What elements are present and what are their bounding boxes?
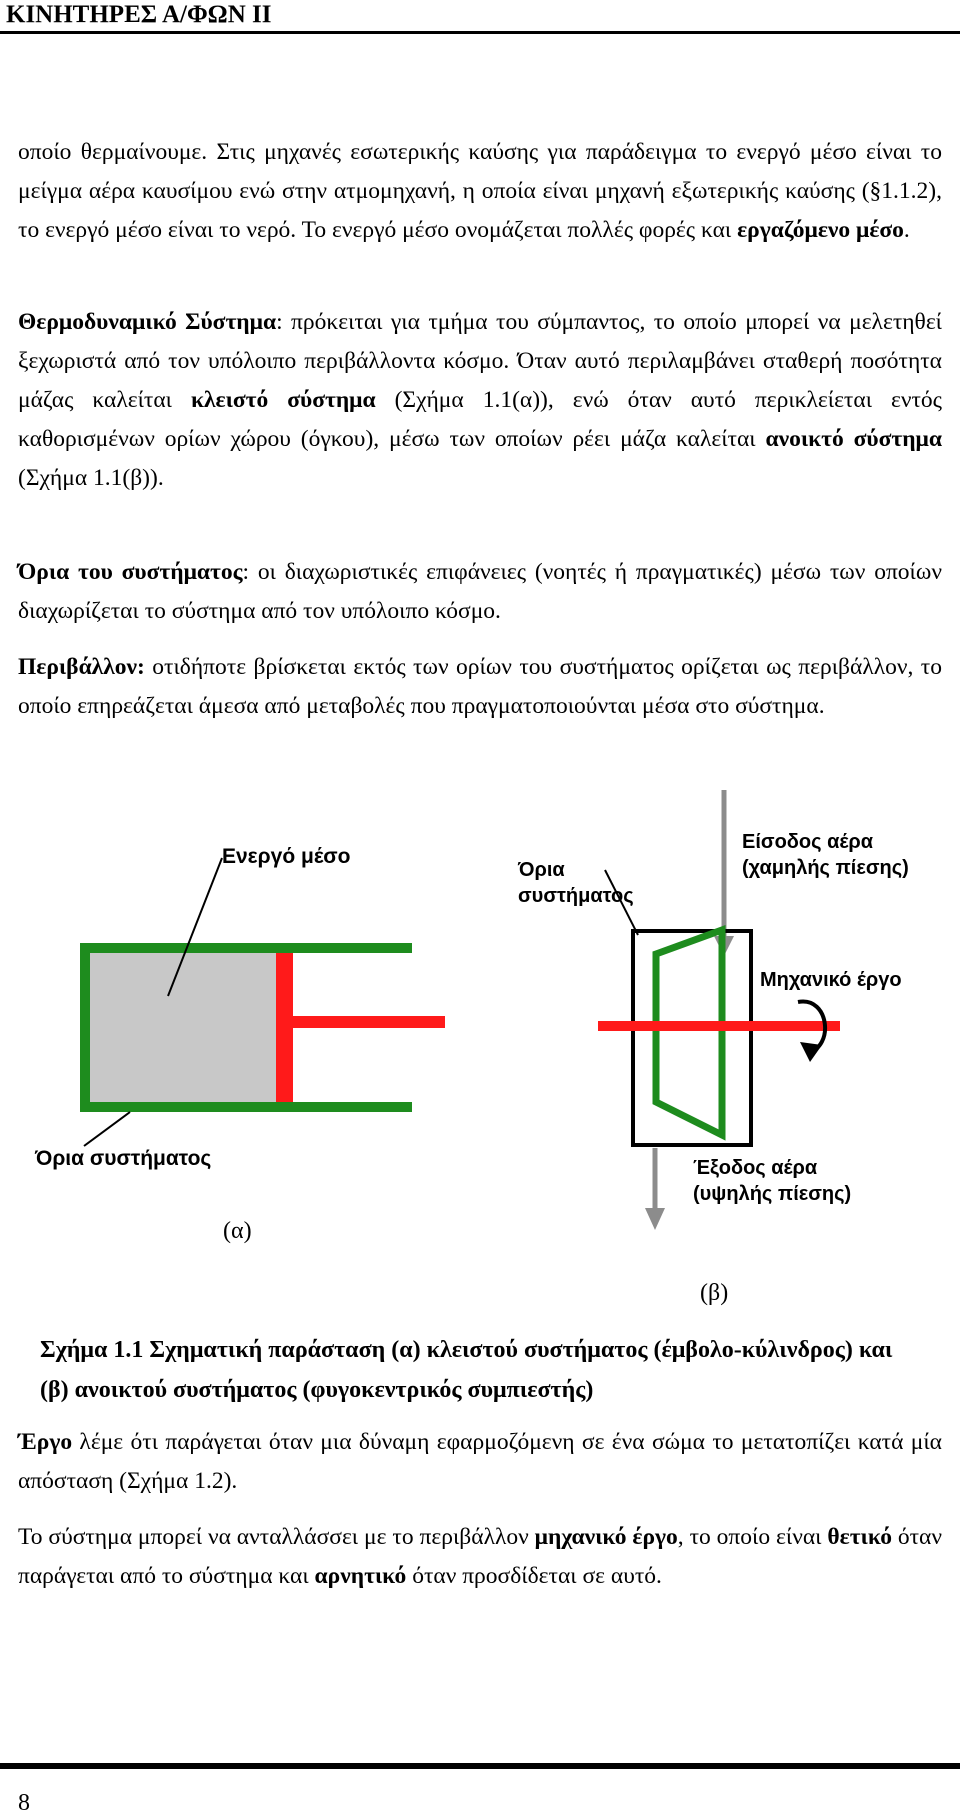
- figure-a-sublabel: (α): [223, 1218, 252, 1244]
- figure-caption: Σχήμα 1.1 Σχηματική παράσταση (α) κλειστού συστήματος (έμβολο-κύλινδρος) και (β) ανοικτού συστήματος (φυγοκεντρικός συμπιεστής): [40, 1337, 893, 1403]
- compressor-shaft: [598, 1021, 840, 1031]
- figure-b-sublabel: (β): [700, 1280, 729, 1306]
- paragraph-thermodynamic-system: [18, 303, 942, 498]
- text: , το οποίο είναι: [677, 1524, 828, 1550]
- paragraph-working-medium: [18, 133, 942, 250]
- text: όταν παράγεται από το σύστημα και: [18, 1524, 942, 1589]
- compressor-casing: [656, 930, 722, 1135]
- label-outlet-line1: Έξοδος αέρα: [693, 1157, 818, 1179]
- text: Το σύστημα μπορεί να ανταλλάσσει με το περιβάλλον: [18, 1524, 535, 1550]
- text: όταν προσδίδεται σε αυτό.: [406, 1563, 662, 1589]
- bold-term: μηχανικό έργο: [534, 1524, 678, 1550]
- paragraph-surroundings: [18, 648, 942, 726]
- system-boundary-box: [633, 931, 751, 1145]
- bold-term: Θερμοδυναμικό Σύστημα: [18, 309, 277, 335]
- working-medium-fill: [85, 953, 277, 1102]
- label-system-boundary: Όρια συστήματος: [35, 1147, 212, 1170]
- text: : πρόκειται για τμήμα του σύμπαντος, το οποίο μπορεί να μελετηθεί ξεχωριστά από τον υπόλοιπο περιβάλλοντα κόσμο. Όταν αυτό περιλαμβάνει σταθερή ποσότητα μάζας καλείται: [18, 309, 943, 413]
- text: : οι διαχωριστικές επιφάνειες (νοητές ή πραγματικές) μέσω των οποίων διαχωρίζεται το σύστημα από τον υπόλοιπο κόσμο.: [18, 559, 942, 624]
- bold-term: αρνητικό: [314, 1563, 407, 1589]
- bold-term: Όρια του συστήματος: [18, 559, 243, 585]
- running-header: ΚΙΝΗΤΗΡΕΣ Α/ΦΩΝ ΙΙ: [6, 1, 272, 28]
- label-inlet-line1: Είσοδος αέρα: [742, 831, 874, 853]
- label-boundary-line1: Όρια: [518, 859, 565, 881]
- bold-term: κλειστό σύστημα: [190, 387, 376, 413]
- footer-rule: [0, 1763, 960, 1769]
- text: (Σχήμα 1.1(β)).: [18, 465, 164, 491]
- bold-term: θετικό: [827, 1524, 892, 1550]
- text: .: [903, 217, 910, 243]
- paragraph-work: [18, 1423, 942, 1501]
- pointer-line-boundary: [84, 1112, 130, 1146]
- figure-b-centrifugal-compressor: [480, 790, 960, 1250]
- bold-term: Έργο: [18, 1429, 73, 1455]
- text: λέμε ότι παράγεται όταν μια δύναμη εφαρμοζόμενη σε ένα σώμα το μετατοπίζει κατά μία απόσταση (Σχήμα 1.2).: [18, 1429, 942, 1494]
- figure-a-piston-cylinder: [0, 790, 480, 1170]
- page-number: 8: [18, 1790, 30, 1816]
- label-mechanical-work: Μηχανικό έργο: [760, 969, 902, 991]
- piston-rod: [292, 1016, 445, 1028]
- label-working-medium: Ενεργό μέσο: [222, 845, 351, 868]
- paragraph-system-boundaries: [18, 553, 942, 631]
- label-inlet-line2: (χαμηλής πίεσης): [742, 857, 909, 879]
- bold-term: εργαζόμενο μέσο: [737, 217, 904, 243]
- text: (Σχήμα 1.1(α)), ενώ όταν αυτό περικλείεται εντός καθορισμένων ορίων χώρου (όγκου), μέσω των οποίων ρέει μάζα καλείται: [18, 387, 942, 452]
- piston-head: [276, 953, 293, 1102]
- bold-term: Περιβάλλον:: [18, 654, 145, 680]
- header-rule: [0, 31, 960, 34]
- paragraph-mechanical-work: [18, 1518, 942, 1596]
- outlet-arrowhead: [645, 1208, 665, 1230]
- bold-term: ανοικτό σύστημα: [765, 426, 942, 452]
- text: οποίο θερμαίνουμε. Στις μηχανές εσωτερικής καύσης για παράδειγμα το ενεργό μέσο είναι το μείγμα αέρα καυσίμου ενώ στην ατμομηχανή, η οποία είναι μηχανή εξωτερικής καύσης (§1.1.2), το ενεργό μέσο είναι το νερό. Το ενεργό μέσο ονομάζεται πολλές φορές και: [18, 139, 942, 243]
- label-outlet-line2: (υψηλής πίεσης): [693, 1183, 852, 1205]
- rotation-arrowhead: [800, 1042, 822, 1062]
- label-boundary-line2: συστήματος: [518, 885, 634, 907]
- text: οτιδήποτε βρίσκεται εκτός των ορίων του συστήματος ορίζεται ως περιβάλλον, το οποίο επηρεάζεται άμεσα από μεταβολές που πραγματοποιούνται μέσα στο σύστημα.: [18, 654, 942, 719]
